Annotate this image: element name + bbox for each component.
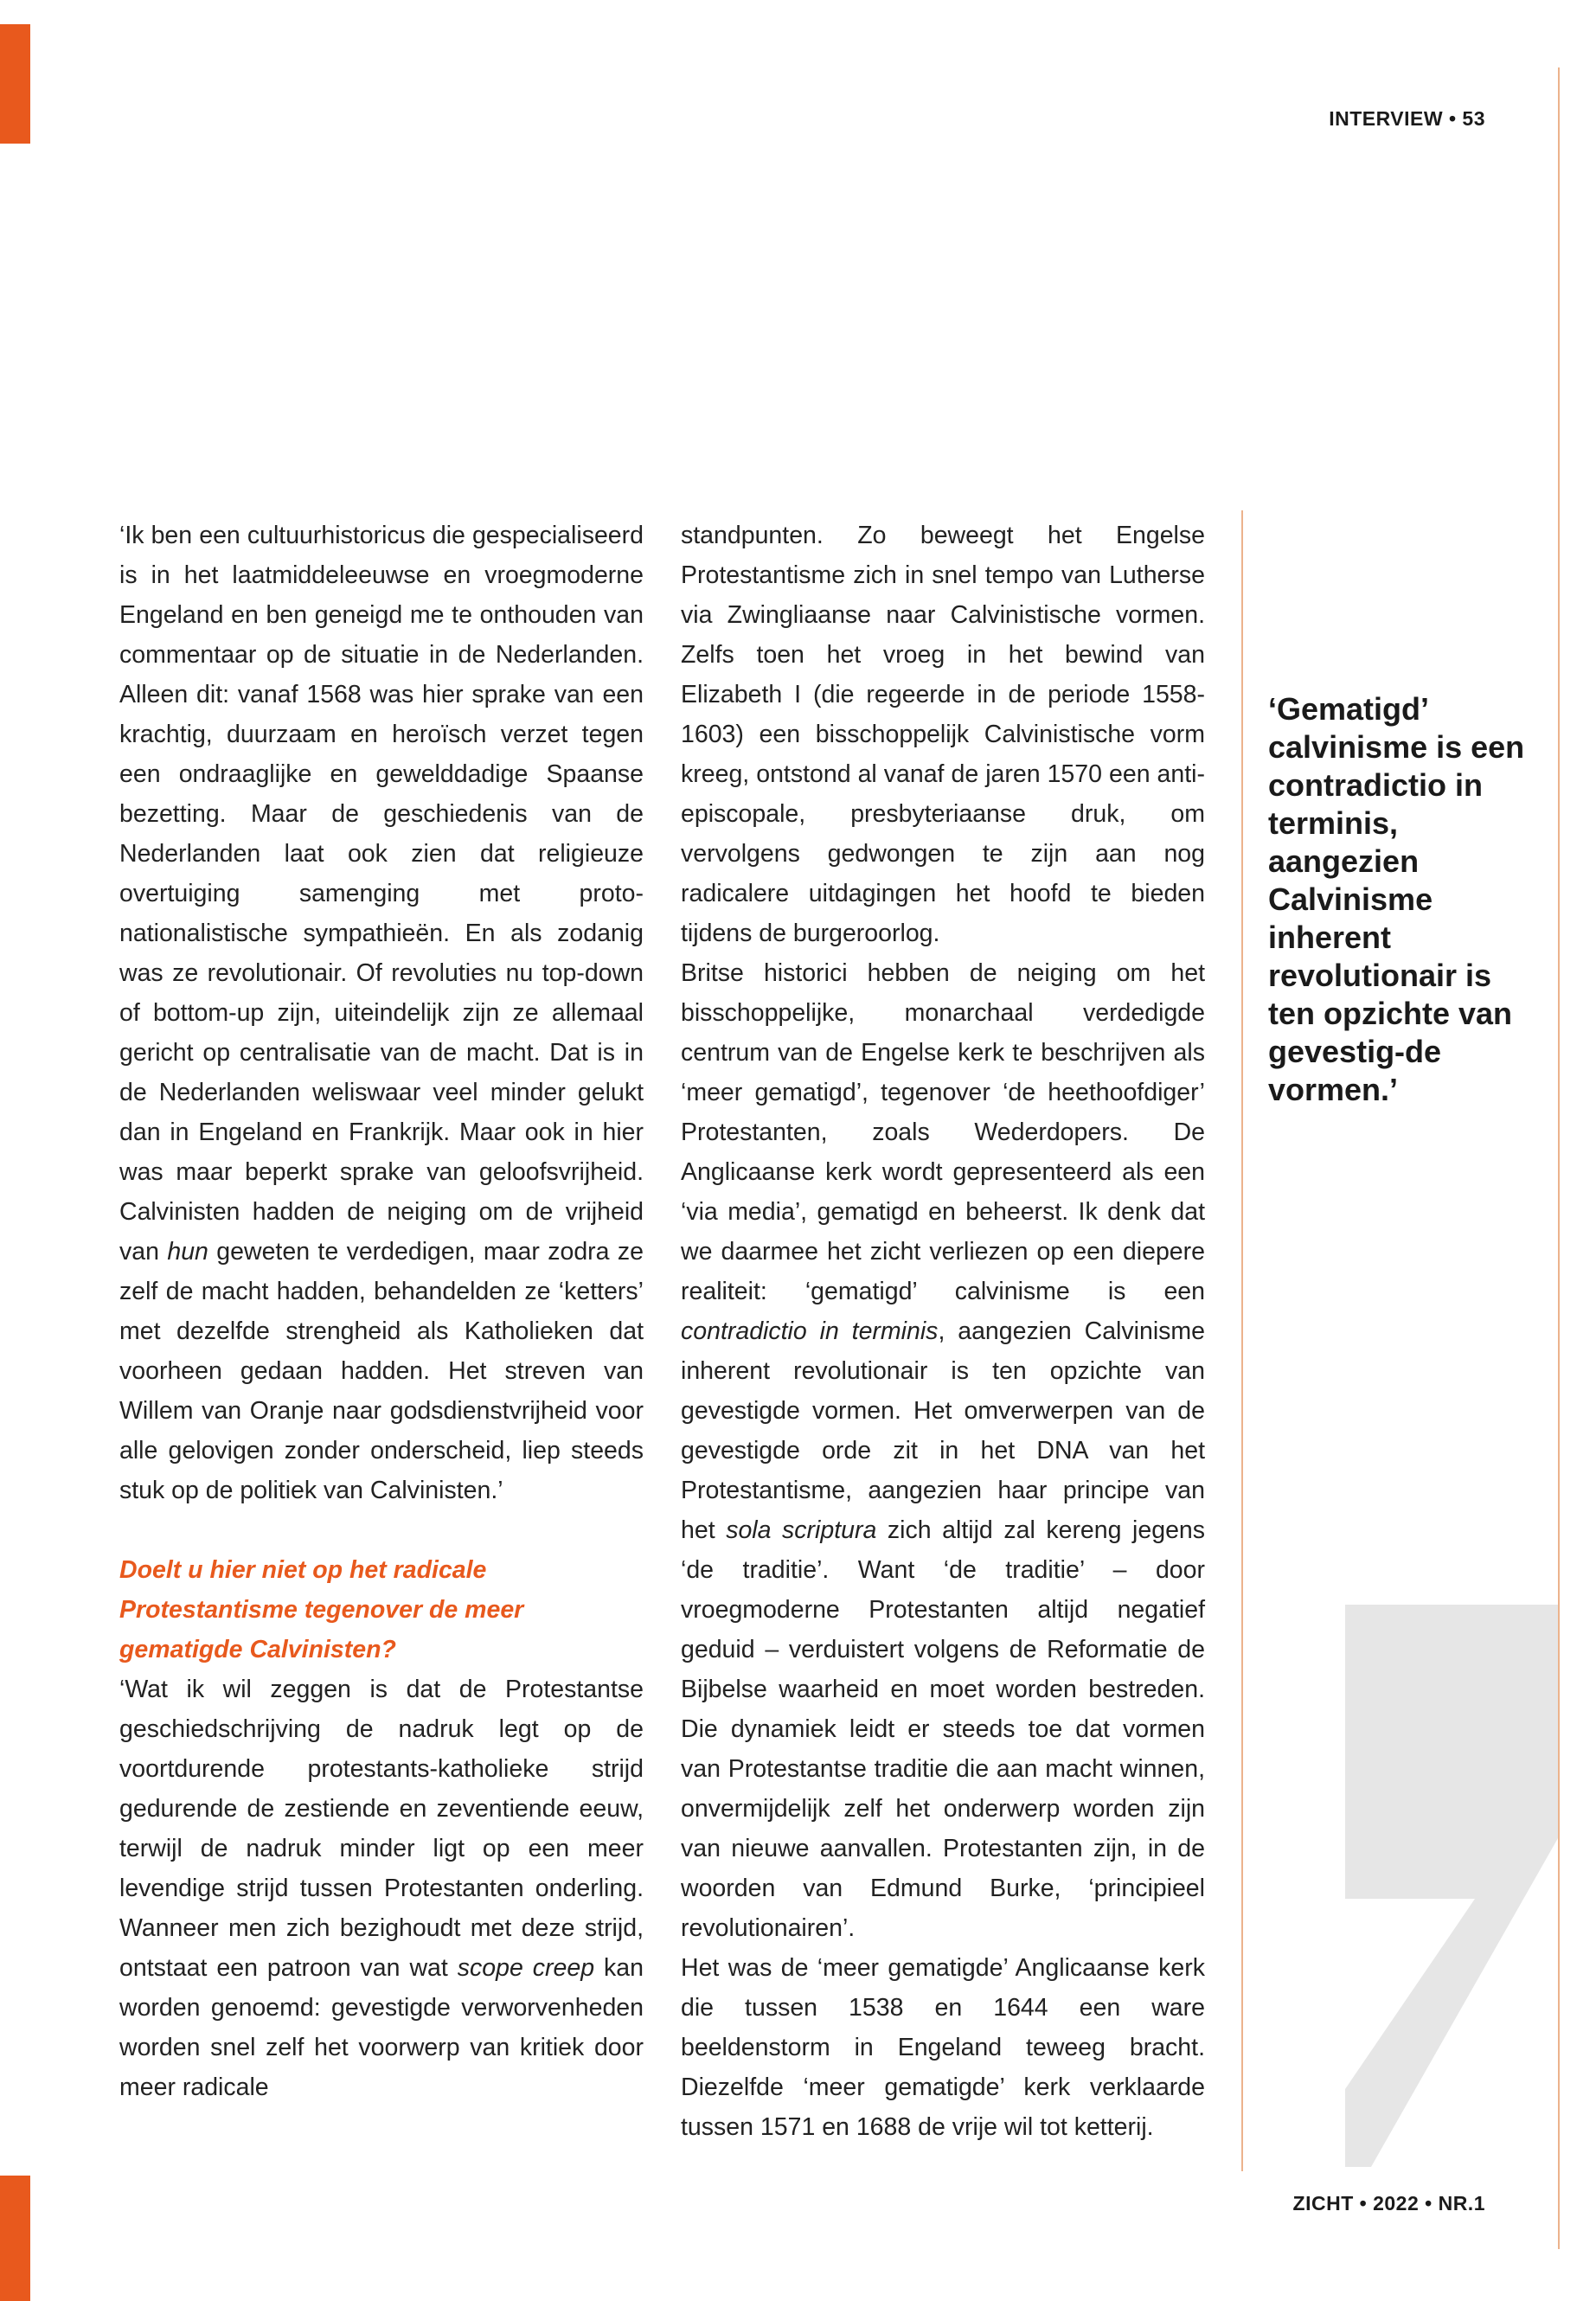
article-column-left xyxy=(119,516,644,2107)
emphasis: sola scriptura xyxy=(726,1516,877,1544)
body-paragraph xyxy=(119,516,644,1510)
emphasis: hun xyxy=(167,1238,208,1266)
orange-edge-tab-bottom xyxy=(0,2176,30,2301)
article-column-right xyxy=(681,516,1205,2147)
emphasis: contradictio in terminis xyxy=(681,1317,939,1345)
running-head: INTERVIEW • 53 xyxy=(1329,107,1485,130)
orange-edge-tab-top xyxy=(0,24,30,144)
pullquote-divider-rule xyxy=(1241,510,1243,2171)
running-foot: ZICHT • 2022 • NR.1 xyxy=(1292,2192,1485,2214)
text-run: zich altijd zal kereng jegens ‘de traditie’. Want ‘de traditie’ – door vroegmoderne Protestanten altijd negatief geduid – verduistert volgens de Reformatie de Bijbelse waarheid en moet worden bestreden. Die dynamiek leidt er steeds toe dat vormen van Protestantse traditie die aan macht winnen, onvermijdelijk zelf het onderwerp worden zijn van nieuwe aanvallen. Protestanten zijn, in de woorden van Edmund Burke, ‘principieel revolutionairen’. xyxy=(681,1516,1206,1942)
text-run: ‘Ik ben een cultuurhistoricus die gespecialiseerd is in het laatmiddeleeuwse en vroegmoderne Engeland en ben geneigd me te onthouden van commentaar op de situatie in de Nederlanden. Alleen dit: vanaf 1568 was hier sprake van een krachtig, duurzaam en heroïsch verzet tegen een ondraaglijke en gewelddadige Spaanse bezetting. Maar de geschiedenis van de Nederlanden laat ook zien dat religieuze overtuiging samenging met proto-nationalistische sympathieën. En als zodanig was ze revolutionair. Of revoluties nu top-down of bottom-up zijn, uiteindelijk zijn ze allemaal gericht op centralisatie van de macht. Dat is in de Nederlanden weliswaar veel minder gelukt dan in Engeland en Frankrijk. Maar ook in hier was maar beperkt sprake van geloofsvrijheid. Calvinisten hadden de neiging om de vrijheid van xyxy=(119,522,644,1266)
text-run: kan worden genoemd: gevestigde verworvenheden worden snel zelf het voorwerp van kritiek door meer radicale xyxy=(119,1954,644,2101)
text-run: Britse historici hebben de neiging om het bisschoppelijke, monarchaal verdedigde centrum van de Engelse kerk te beschrijven als ‘meer gematigd’, tegenover ‘de heethoofdiger’ Protestanten, zoals Wederdopers. De Anglicaanse kerk wordt gepresenteerd als een ‘via media’, gematigd en beheerst. Ik denk dat we daarmee het zicht verliezen op een diepere realiteit: ‘gematigd’ calvinisme is een xyxy=(681,959,1205,1305)
body-paragraph: Het was de ‘meer gematigde’ Anglicaanse kerk die tussen 1538 en 1644 een ware beeldenstorm in Engeland teweeg bracht. Diezelfde ‘meer gematigde’ kerk verklaarde tussen 1571 en 1688 de vrije wil tot ketterij. xyxy=(681,1954,1205,2141)
emphasis: scope creep xyxy=(457,1954,595,1982)
pull-quote: ‘Gematigd’ calvinisme is een contradictio in terminis, aangezien Calvinisme inherent revolutionair is ten opzichte van gevestig-de vormen.’ xyxy=(1268,691,1525,1107)
text-run: , aangezien Calvinisme inherent revolutionair is ten opzichte van gevestigde vormen. Het omverwerpen van de gevestigde orde zit in het DNA van het Protestantisme, aangezien haar principe van het xyxy=(681,1317,1205,1544)
body-paragraph xyxy=(119,1670,644,2107)
zicht-logo-watermark xyxy=(1345,1605,1558,2167)
text-run: ‘Wat ik wil zeggen is dat de Protestantse geschiedschrijving de nadruk legt op de voortdurende protestants-katholieke strijd gedurende de zestiende en zeventiende eeuw, terwijl de nadruk minder ligt op een meer levendige strijd tussen Protestanten onderling. Wanneer men zich bezighoudt met deze strijd, ontstaat een patroon van wat xyxy=(119,1676,644,1982)
body-paragraph xyxy=(681,953,1205,1948)
interview-question: Doelt u hier niet op het radicale Protestantisme tegenover de meer gematigde Calvinisten? xyxy=(119,1556,524,1663)
body-paragraph: standpunten. Zo beweegt het Engelse Protestantisme zich in snel tempo van Lutherse via Zwingliaanse naar Calvinistische vormen. Zelfs toen het vroeg in het bewind van Elizabeth I (die regeerde in de periode 1558-1603) een bisschoppelijk Calvinistische vorm kreeg, ontstond al vanaf de jaren 1570 een anti-episcopale, presbyteriaanse druk, om vervolgens gedwongen te zijn aan nog radicalere uitdagingen het hoofd te bieden tijdens de burgeroorlog. xyxy=(681,522,1205,947)
text-run: geweten te verdedigen, maar zodra ze zelf de macht hadden, behandelden ze ‘ketters’ met dezelfde strengheid als Katholieken dat voorheen gedaan hadden. Het streven van Willem van Oranje naar godsdienstvrijheid voor alle gelovigen zonder onderscheid, liep steeds stuk op de politiek van Calvinisten.’ xyxy=(119,1238,644,1504)
right-margin-rule xyxy=(1558,67,1560,2249)
